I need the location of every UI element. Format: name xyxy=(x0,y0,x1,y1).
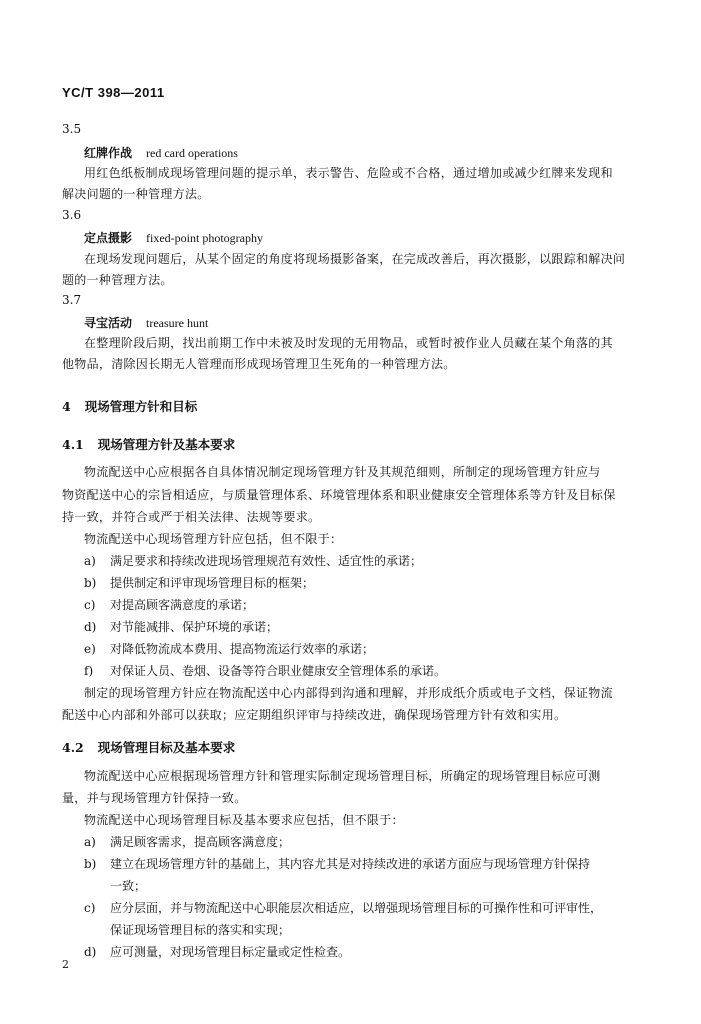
section-heading xyxy=(62,397,197,415)
list-key: b) xyxy=(84,857,97,871)
paragraph-line: 物流配送中心现场管理目标及基本要求应包括，但不限于： xyxy=(84,813,404,827)
list-text: 对提高顾客满意度的承诺； xyxy=(110,598,255,612)
list-text: 满足要求和持续改进现场管理规范有效性、适宜性的承诺； xyxy=(110,554,423,568)
paragraph-line: 量，并与现场管理方针保持一致。 xyxy=(62,791,247,805)
list-item xyxy=(84,596,254,613)
list-item xyxy=(84,855,590,872)
definition-line: 用红色纸板制成现场管理问题的提示单，表示警告、危险或不合格，通过增加或减少红牌来发现和 xyxy=(84,166,613,180)
list-item xyxy=(84,640,374,657)
term-heading xyxy=(84,229,263,246)
list-text: 满足顾客需求，提高顾客满意度； xyxy=(110,835,291,849)
definition-line: 解决问题的一种管理方法。 xyxy=(62,187,210,201)
list-item xyxy=(84,662,446,679)
list-key: a) xyxy=(84,835,96,849)
section-number: 4 xyxy=(62,399,71,414)
subsection-heading xyxy=(62,435,235,453)
definition-line: 在现场发现问题后，从某个固定的角度将现场摄影备案，在完成改善后，再次摄影，以跟踪和解决问 xyxy=(84,252,626,266)
list-item-continued: 一致； xyxy=(110,879,147,893)
list-key: d) xyxy=(84,620,97,634)
page-number: 2 xyxy=(62,958,69,971)
list-text: 建立在现场管理方针的基础上，其内容尤其是对持续改进的承诺方面应与现场管理方针保持 xyxy=(110,857,591,871)
paragraph-line: 物流配送中心应根据现场管理方针和管理实际制定现场管理目标，所确定的现场管理目标应可测 xyxy=(84,769,601,783)
list-key: c) xyxy=(84,901,96,915)
list-item xyxy=(84,899,602,916)
clause-number: 3.5 xyxy=(62,122,82,136)
section-title: 现场管理方针和目标 xyxy=(84,399,198,414)
term-cn: 定点摄影 xyxy=(84,231,133,245)
list-key: b) xyxy=(84,576,97,590)
list-key: f) xyxy=(84,664,94,678)
list-item xyxy=(84,574,314,591)
term-cn: 寻宝活动 xyxy=(84,316,133,330)
term-cn: 红牌作战 xyxy=(84,146,133,160)
standard-code: YC/T 398—2011 xyxy=(62,85,165,100)
list-key: d) xyxy=(84,945,97,959)
term-heading xyxy=(84,144,238,161)
subsection-title: 现场管理目标及基本要求 xyxy=(97,740,236,755)
list-text: 对保证人员、卷烟、设备等符合职业健康安全管理体系的承诺。 xyxy=(110,664,447,678)
clause-number: 3.6 xyxy=(62,208,82,222)
list-item xyxy=(84,833,290,850)
list-item-continued: 保证现场管理目标的落实和实现； xyxy=(110,923,291,937)
subsection-number: 4.2 xyxy=(62,740,84,755)
list-key: c) xyxy=(84,598,96,612)
list-text: 对降低物流成本费用、提高物流运行效率的承诺； xyxy=(110,642,375,656)
list-text: 应可测量，对现场管理目标定量或定性检查。 xyxy=(110,945,351,959)
paragraph-line: 物流配送中心现场管理方针应包括，但不限于： xyxy=(84,532,343,546)
paragraph-line: 物资配送中心的宗旨相适应，与质量管理体系、环境管理体系和职业健康安全管理体系等方针及目标保 xyxy=(62,488,616,502)
list-item xyxy=(84,943,350,960)
paragraph-line: 持一致，并符合或严于相关法律、法规等要求。 xyxy=(62,510,321,524)
term-en: fixed-point photography xyxy=(146,231,263,245)
term-en: red card operations xyxy=(146,146,238,160)
list-key: e) xyxy=(84,642,96,656)
subsection-heading xyxy=(62,738,235,756)
term-en: treasure hunt xyxy=(146,316,209,330)
list-key: a) xyxy=(84,554,96,568)
list-text: 应分层面，并与物流配送中心职能层次相适应，以增强现场管理目标的可操作性和可评审性， xyxy=(110,901,603,915)
list-text: 对节能减排、保护环境的承诺； xyxy=(110,620,279,634)
definition-line: 题的一种管理方法。 xyxy=(62,273,173,287)
paragraph-line: 配送中心内部和外部可以获取；应定期组织评审与持续改进，确保现场管理方针有效和实用。 xyxy=(62,708,567,722)
subsection-title: 现场管理方针及基本要求 xyxy=(97,437,236,452)
clause-number: 3.7 xyxy=(62,293,82,307)
paragraph-line: 制定的现场管理方针应在物流配送中心内部得到沟通和理解，并形成纸介质或电子文档，保证物流 xyxy=(84,686,613,700)
list-item xyxy=(84,552,422,569)
list-item xyxy=(84,618,278,635)
list-text: 提供制定和评审现场管理目标的框架； xyxy=(110,576,315,590)
paragraph-line: 物流配送中心应根据各自具体情况制定现场管理方针及其规范细则，所制定的现场管理方针应与 xyxy=(84,465,601,479)
definition-line: 他物品，清除因长期无人管理而形成现场管理卫生死角的一种管理方法。 xyxy=(62,357,456,371)
definition-line: 在整理阶段后期，找出前期工作中未被及时发现的无用物品，或暂时被作业人员藏在某个角落的其 xyxy=(84,336,613,350)
subsection-number: 4.1 xyxy=(62,437,84,452)
term-heading xyxy=(84,314,208,331)
